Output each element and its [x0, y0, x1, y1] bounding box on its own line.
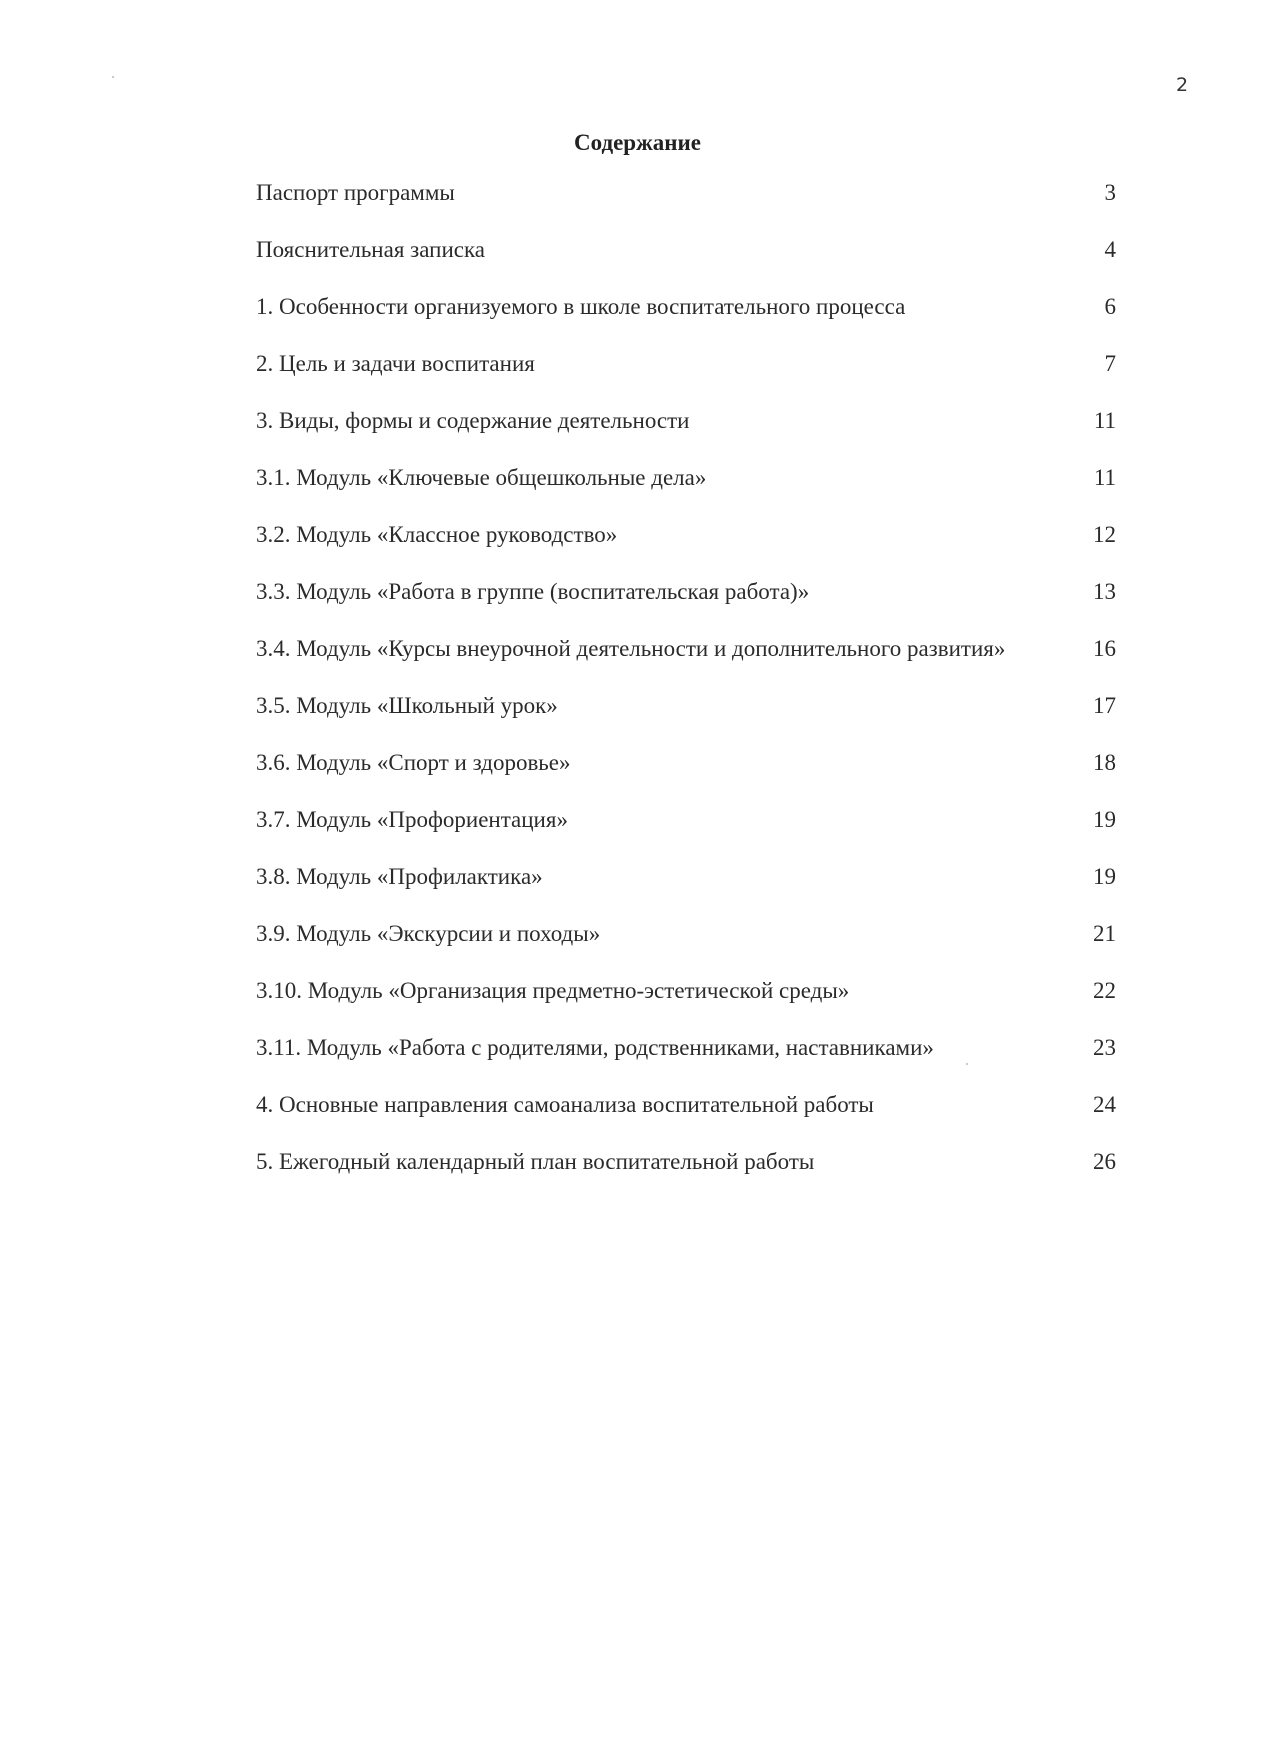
toc-item-page: 18 [1093, 750, 1116, 775]
toc-item-label: 3.11. Модуль «Работа с родителями, родственниками, наставниками» [256, 1035, 934, 1060]
toc-item [256, 579, 1116, 605]
toc-item-page: 22 [1093, 978, 1116, 1003]
toc-item-label: 3.4. Модуль «Курсы внеурочной деятельности и дополнительного развития» [256, 636, 1006, 661]
toc-item [256, 237, 1116, 263]
toc-item [256, 807, 1116, 833]
toc-item-page: 11 [1093, 465, 1116, 490]
toc-item-label: 5. Ежегодный календарный план воспитательной работы [256, 1149, 815, 1174]
toc-item [256, 465, 1116, 491]
toc-item [256, 351, 1116, 377]
toc-item-label: 3.1. Модуль «Ключевые общешкольные дела» [256, 465, 707, 490]
toc-item [256, 522, 1116, 548]
toc-item-label: Пояснительная записка [256, 237, 486, 262]
toc-item-label: 2. Цель и задачи воспитания [256, 351, 535, 376]
toc-item [256, 636, 1116, 662]
toc-item [256, 864, 1116, 890]
toc-item [256, 750, 1116, 776]
toc-item-page: 12 [1093, 522, 1116, 547]
toc-item-label: 4. Основные направления самоанализа воспитательной работы [256, 1092, 874, 1117]
toc-item [256, 921, 1116, 947]
toc-item-page: 16 [1093, 636, 1116, 661]
toc-item-label: Паспорт программы [256, 180, 455, 205]
toc-item-page: 13 [1093, 579, 1116, 604]
toc-item-label: 3.6. Модуль «Спорт и здоровье» [256, 750, 571, 775]
toc-item-page: 4 [1104, 237, 1116, 262]
toc-item-label: 1. Особенности организуемого в школе воспитательного процесса [256, 294, 906, 319]
toc-item-page: 3 [1104, 180, 1116, 205]
toc-item-page: 24 [1093, 1092, 1116, 1117]
toc-item-page: 17 [1093, 693, 1116, 718]
toc-item-page: 11 [1093, 408, 1116, 433]
scan-speck [966, 1063, 968, 1065]
toc-item [256, 693, 1116, 719]
toc-item-label: 3.5. Модуль «Школьный урок» [256, 693, 558, 718]
toc-item [256, 294, 1116, 320]
toc-item [256, 1149, 1116, 1175]
toc-item-page: 7 [1104, 351, 1116, 376]
toc-item-page: 19 [1093, 864, 1116, 889]
toc-title: Содержание [574, 130, 701, 155]
toc-item-label: 3.9. Модуль «Экскурсии и походы» [256, 921, 601, 946]
table-of-contents [256, 180, 1116, 1206]
toc-item-label: 3. Виды, формы и содержание деятельности [256, 408, 690, 433]
toc-item-label: 3.8. Модуль «Профилактика» [256, 864, 543, 889]
toc-item-page: 6 [1104, 294, 1116, 319]
scan-speck [112, 76, 114, 78]
toc-item-label: 3.10. Модуль «Организация предметно-эстетической среды» [256, 978, 850, 1003]
toc-item [256, 978, 1116, 1004]
toc-item-label: 3.2. Модуль «Классное руководство» [256, 522, 618, 547]
toc-item-page: 26 [1093, 1149, 1116, 1174]
toc-item-page: 19 [1093, 807, 1116, 832]
toc-item-page: 21 [1093, 921, 1116, 946]
toc-item [256, 1035, 1116, 1061]
page-number: 2 [1176, 74, 1189, 96]
toc-item-page: 23 [1093, 1035, 1116, 1060]
toc-item [256, 1092, 1116, 1118]
toc-item [256, 408, 1116, 434]
toc-item-label: 3.7. Модуль «Профориентация» [256, 807, 568, 832]
toc-item [256, 180, 1116, 206]
toc-item-label: 3.3. Модуль «Работа в группе (воспитательская работа)» [256, 579, 810, 604]
